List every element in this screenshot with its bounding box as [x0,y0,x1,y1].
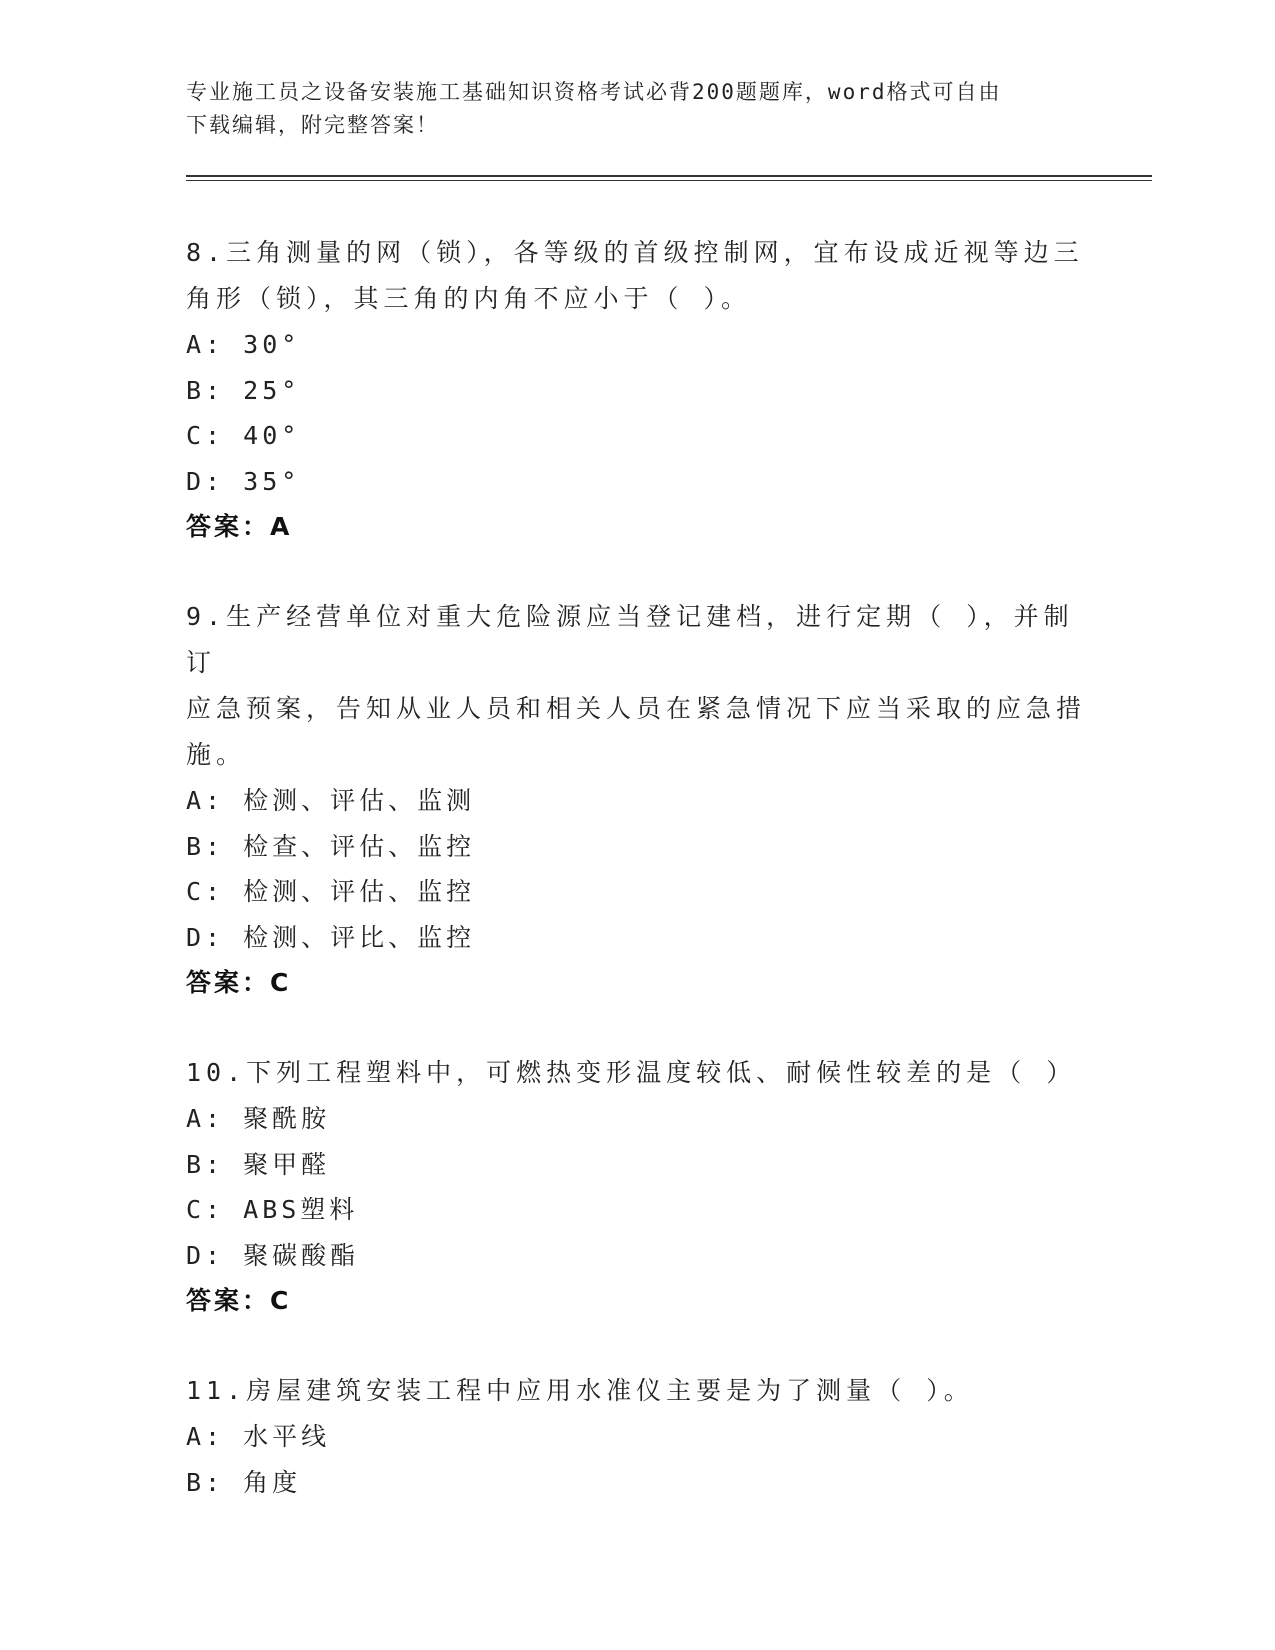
header-divider-thick [186,175,1152,177]
header-line-2: 下载编辑，附完整答案！ [186,113,439,137]
option-c: C: 检测、评估、监控 [186,877,476,906]
document-header [186,76,1086,142]
question-list [186,230,1086,1549]
question-stem-line: 8.三角测量的网（锁），各等级的首级控制网，宜布设成近视等边三 [186,238,1084,267]
option-b: B: 检查、评估、监控 [186,831,476,861]
option-d: D: 35° [186,466,301,496]
option-d: D: 聚碳酸酯 [186,1240,360,1270]
option-a: A: 检测、评估、监测 [186,786,476,815]
answer-label: 答案：C [186,968,292,997]
option-a: A: 水平线 [186,1422,331,1451]
question-stem-line: 应急预案，告知从业人员和相关人员在紧急情况下应当采取的应急措 [186,694,1087,723]
answer-label: 答案：C [186,1286,292,1315]
question-stem-line: 9.生产经营单位对重大危险源应当登记建档，进行定期（ ），并制订 [186,602,1074,677]
question-11 [186,1368,1086,1505]
question-stem-line: 施。 [186,740,247,769]
option-c: C: 40° [186,421,301,450]
option-b: B: 聚甲醛 [186,1149,331,1179]
option-b: B: 角度 [186,1467,302,1497]
question-9 [186,594,1086,1006]
question-10 [186,1050,1086,1324]
answer-label: 答案：A [186,512,293,541]
question-stem-line: 角形（锁），其三角的内角不应小于（ ）。 [186,284,752,313]
option-a: A: 聚酰胺 [186,1104,331,1133]
header-divider-thin [186,180,1152,181]
option-a: A: 30° [186,330,301,359]
option-d: D: 检测、评比、监控 [186,922,476,952]
question-stem-line: 11.房屋建筑安装工程中应用水准仪主要是为了测量（ ）。 [186,1376,974,1405]
option-b: B: 25° [186,375,301,405]
question-8 [186,230,1086,550]
question-stem-line: 10.下列工程塑料中，可燃热变形温度较低、耐候性较差的是（ ） [186,1058,1077,1087]
option-c: C: ABS塑料 [186,1195,359,1224]
header-line-1: 专业施工员之设备安装施工基础知识资格考试必背200题题库，word格式可自由 [186,80,1002,104]
